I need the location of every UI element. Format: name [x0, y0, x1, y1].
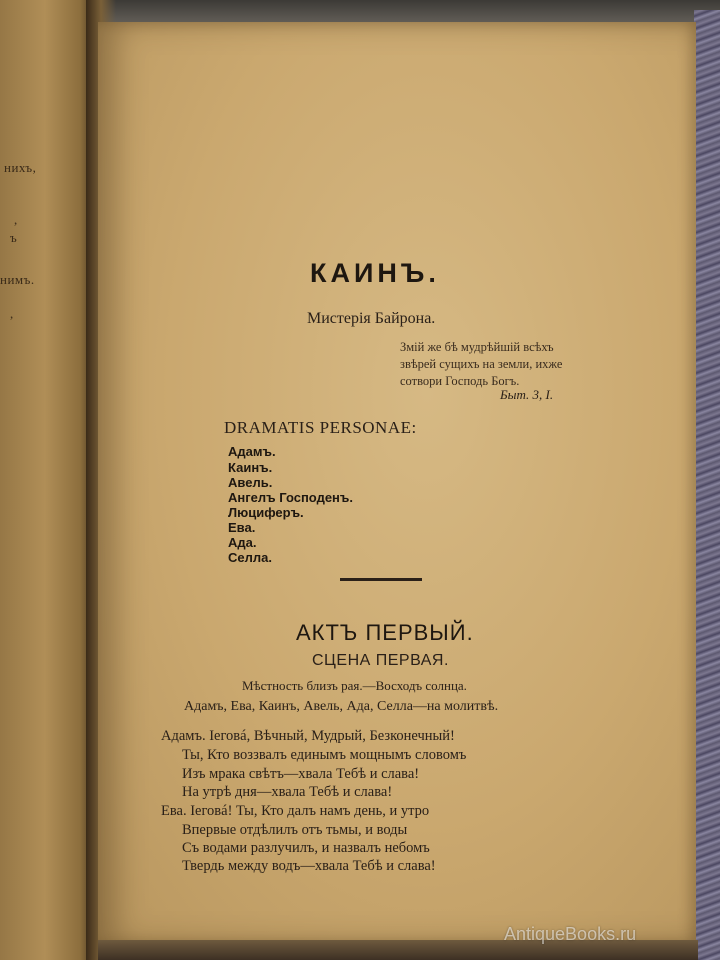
verse-line: Адамъ. Iеговá, Вѣчный, Мудрый, Безконечный! — [161, 728, 455, 744]
verse-line: Впервые отдѣлилъ отъ тьмы, и воды — [182, 822, 408, 838]
person-item: Селла. — [228, 550, 272, 565]
stage-direction-characters: Адамъ, Ева, Каинъ, Авель, Ада, Селла—на молитвѣ. — [184, 699, 499, 714]
epigraph-line: сотвори Господь Богъ. — [400, 374, 520, 388]
section-divider — [340, 578, 422, 581]
verse-line: Съ водами разлучилъ, и назвалъ небомъ — [182, 840, 430, 856]
verse-line: Изъ мрака свѣтъ—хвала Тебѣ и слава! — [182, 766, 420, 782]
person-item: Ева. — [228, 520, 256, 535]
left-page-fragment: нихъ, — [4, 160, 37, 175]
dramatis-personae-heading: DRAMATIS PERSONAE: — [224, 418, 417, 437]
person-item: Ангелъ Господенъ. — [228, 490, 353, 505]
scene-title: СЦЕНА ПЕРВАЯ. — [312, 652, 449, 669]
person-item: Ада. — [228, 535, 257, 550]
verse-line: Ева. Iеговá! Ты, Кто далъ намъ день, и утро — [161, 803, 430, 819]
person-item: Адамъ. — [228, 444, 276, 459]
verse-line: На утрѣ дня—хвала Тебѣ и слава! — [182, 784, 393, 800]
verse-line: Ты, Кто воззвалъ единымъ мощнымъ словомъ — [182, 747, 467, 763]
left-page-fragment: , — [14, 212, 18, 227]
watermark: AntiqueBooks.ru — [504, 924, 637, 944]
left-page-fragment: , — [10, 306, 14, 321]
person-item: Авель. — [228, 475, 273, 490]
left-page — [0, 0, 98, 960]
person-item: Каинъ. — [228, 460, 273, 475]
epigraph-reference: Быт. 3, I. — [500, 387, 554, 402]
left-page-fragment: ъ — [10, 230, 18, 245]
act-title: АКТЪ ПЕРВЫЙ. — [296, 620, 474, 645]
epigraph-line: звѣрей сущихъ на земли, ихже — [400, 357, 563, 371]
epigraph-line: Змiй же бѣ мудрѣйшiй всѣхъ — [400, 340, 554, 354]
stage-direction-setting: Мѣстность близъ рая.—Восходъ солнца. — [242, 678, 467, 693]
subtitle: Мистерiя Байрона. — [307, 310, 436, 327]
marbled-cover-edge — [694, 10, 720, 960]
verse-line: Твердь между водъ—хвала Тебѣ и слава! — [182, 858, 436, 874]
page-title: КАИНЪ. — [310, 258, 440, 288]
left-page-fragment: нимъ. — [0, 272, 35, 287]
person-item: Люциферъ. — [228, 505, 304, 520]
